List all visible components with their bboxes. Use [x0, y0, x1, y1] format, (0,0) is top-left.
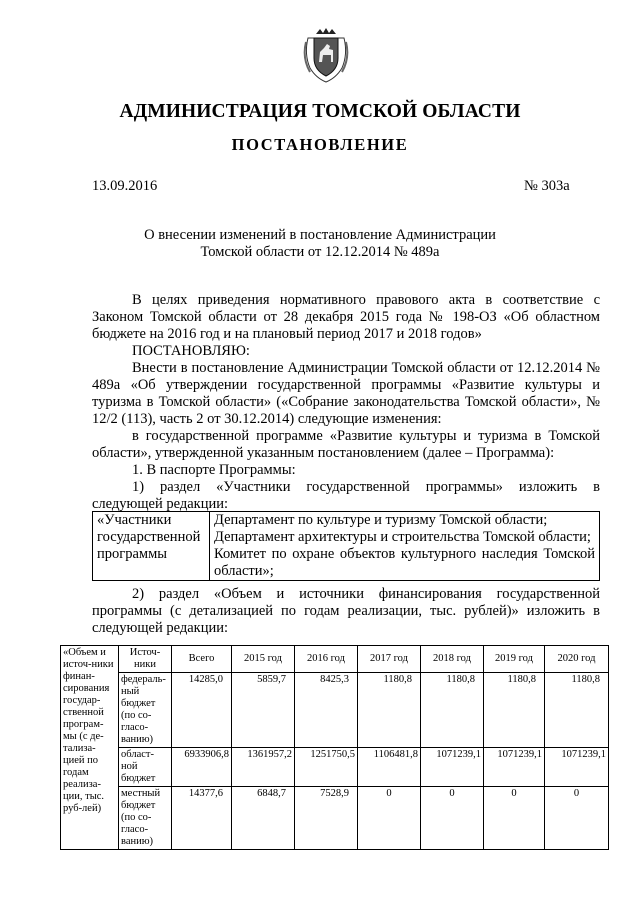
value-cell: 1106481,8: [358, 748, 421, 787]
table-row: [61, 748, 609, 787]
document-date: 13.09.2016: [92, 178, 158, 194]
paragraph-resolve: ПОСТАНОВЛЯЮ:: [132, 343, 250, 359]
subject-line-1: О внесении изменений в постановление Администрации: [144, 227, 496, 243]
participant-line: Департамент по культуре и туризму Томской области;: [214, 512, 548, 528]
column-header: 2017 год: [358, 646, 421, 673]
finance-row-label: «Объем и источ-ники финан-сирования государ-ственной програм-мы (с де-тализа-цией по годам реализа-ции, тыс. руб-лей): [61, 646, 119, 850]
finance-table: [60, 645, 609, 850]
value-cell: 14377,6: [172, 787, 232, 850]
value-cell: 1180,8: [484, 673, 545, 748]
value-cell: 6933906,8: [172, 748, 232, 787]
column-header: 2020 год: [545, 646, 609, 673]
value-cell: 0: [545, 787, 609, 850]
column-header: 2019 год: [484, 646, 545, 673]
participants-table: [92, 511, 600, 581]
source-cell: област-ной бюджет: [119, 748, 172, 787]
participants-list-cell: [210, 512, 600, 581]
paragraph-program: в государственной программе «Развитие культуры и туризма в Томской области», утвержденной указанным постановлением (далее – Программа):: [92, 428, 600, 461]
table-row: [93, 512, 600, 581]
column-header: 2016 год: [295, 646, 358, 673]
value-cell: 1071239,1: [545, 748, 609, 787]
organization-title: АДМИНИСТРАЦИЯ ТОМСКОЙ ОБЛАСТИ: [119, 101, 521, 122]
value-cell: 0: [484, 787, 545, 850]
value-cell: 6848,7: [232, 787, 295, 850]
value-cell: 1071239,1: [421, 748, 484, 787]
table-row: [61, 787, 609, 850]
subject-line-2: Томской области от 12.12.2014 № 489а: [200, 244, 440, 260]
column-header: Всего: [172, 646, 232, 673]
document-type-title: ПОСТАНОВЛЕНИЕ: [231, 135, 409, 154]
value-cell: 14285,0: [172, 673, 232, 748]
paragraph-amend: Внести в постановление Администрации Томской области от 12.12.2014 № 489а «Об утверждении государственной программы «Развитие культуры и туризма в Томской области» («Собрание законодательства Томской области», № 12/2 (113), часть 2 от 30.12.2014) следующие изменения:: [92, 360, 600, 427]
paragraph-participants-intro: 1) раздел «Участники государственной программы» изложить в следующей редакции:: [92, 479, 600, 512]
value-cell: 1251750,5: [295, 748, 358, 787]
value-cell: 1180,8: [545, 673, 609, 748]
column-header: 2015 год: [232, 646, 295, 673]
value-cell: 5859,7: [232, 673, 295, 748]
source-cell: местный бюджет (по со-гласо-ванию): [119, 787, 172, 850]
document-body-continued: [92, 586, 600, 637]
participants-label-cell: «Участники государственной программы: [93, 512, 210, 581]
paragraph-finance-intro: 2) раздел «Объем и источники финансирования государственной программы (с детализацией по годам реализации, тыс. рублей)» изложить в следующей редакции:: [92, 586, 600, 636]
document-number: № 303а: [524, 178, 570, 194]
participant-line: Комитет по охране объектов культурного наследия Томской области»;: [214, 546, 595, 579]
value-cell: 0: [421, 787, 484, 850]
paragraph-passport: 1. В паспорте Программы:: [132, 462, 296, 478]
participant-line: Департамент архитектуры и строительства Томской области;: [214, 529, 591, 545]
value-cell: 0: [358, 787, 421, 850]
value-cell: 1361957,2: [232, 748, 295, 787]
document-body: [92, 292, 600, 513]
table-header-row: [61, 646, 609, 673]
paragraph-preamble: В целях приведения нормативного правового акта в соответствие с Законом Томской области от 28 декабря 2015 года № 198-ОЗ «Об областном бюджете на 2016 год и на плановый период 2017 и 2018 годов»: [92, 292, 600, 342]
value-cell: 8425,3: [295, 673, 358, 748]
value-cell: 1180,8: [358, 673, 421, 748]
value-cell: 1180,8: [421, 673, 484, 748]
column-header: 2018 год: [421, 646, 484, 673]
table-row: [61, 673, 609, 748]
document-subject: [0, 227, 640, 261]
value-cell: 7528,9: [295, 787, 358, 850]
source-cell: федераль-ный бюджет (по со-гласо-ванию): [119, 673, 172, 748]
value-cell: 1071239,1: [484, 748, 545, 787]
tomsk-oblast-coat-of-arms-icon: [302, 28, 350, 84]
column-header: Источ-ники: [119, 646, 172, 673]
